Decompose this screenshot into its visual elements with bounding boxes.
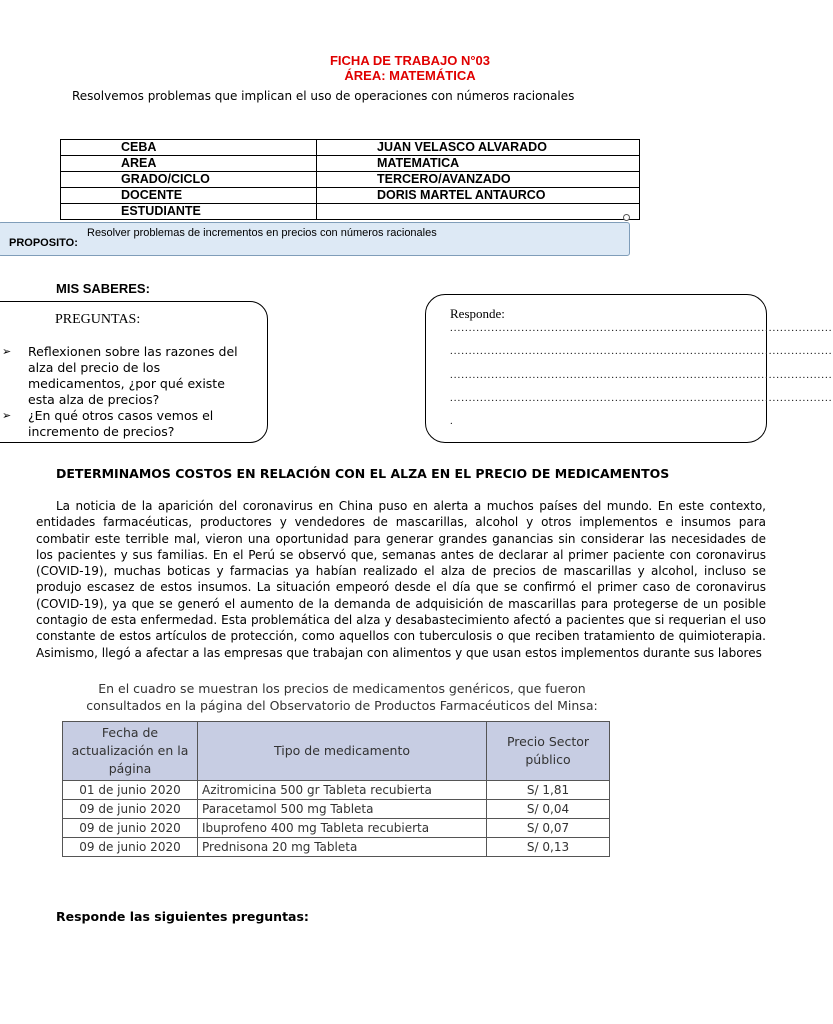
info-value: JUAN VELASCO ALVARADO [317, 140, 640, 156]
price-cell: S/ 0,07 [487, 819, 610, 838]
info-value: MATEMATICA [317, 156, 640, 172]
proposito-label: PROPOSITO: [9, 237, 78, 249]
subtitle: Resolvemos problemas que implican el uso de operaciones con números racionales [72, 89, 575, 103]
date-cell: 09 de junio 2020 [63, 800, 198, 819]
list-item [2, 408, 252, 440]
info-value: DORIS MARTEL ANTAURCO [317, 188, 640, 204]
date-cell: 01 de junio 2020 [63, 781, 198, 800]
table-intro: En el cuadro se muestran los precios de medicamentos genéricos, que fueron consultados en la página del Observatorio de Productos Farmacéuticos del Minsa: [86, 681, 598, 713]
info-table [60, 139, 640, 220]
answer-line[interactable]: ...................................................................................................... [450, 369, 833, 381]
info-label: ESTUDIANTE [61, 204, 317, 220]
table-row [61, 204, 640, 220]
price-cell: S/ 1,81 [487, 781, 610, 800]
question-list [2, 344, 252, 440]
medicine-price-table [62, 721, 610, 857]
document-title: FICHA DE TRABAJO N°03 [329, 53, 490, 68]
column-header-medicine: Tipo de medicamento [198, 722, 487, 781]
table-row [61, 188, 640, 204]
info-label: AREA [61, 156, 317, 172]
date-cell: 09 de junio 2020 [63, 819, 198, 838]
handle-dot [623, 214, 630, 221]
medicine-cell: Paracetamol 500 mg Tableta [198, 800, 487, 819]
price-cell: S/ 0,13 [487, 838, 610, 857]
answer-line[interactable]: ...................................................................................................... [450, 392, 833, 404]
question-text: ¿En qué otros casos vemos el incremento de precios? [28, 408, 214, 439]
paragraph-text: La noticia de la aparición del coronavirus en China puso en alerta a muchos países del mundo. En este contexto, entidades farmacéuticas, productores y vendedores de mascarillas, alcohol y otros implementos e insumos para combatir este terrible mal, vieron una oportunidad para generar grandes ganancias sin considerar las necesidades de los pacientes y sus familias. En el Perú se observó que, semanas antes de declarar al primer paciente con coronavirus (COVID-19), muchas boticas y farmacias ya habían realizado el alza de precios de mascarillas y alcohol, incluso se produjo escasez de estos insumos. La situación empeoró desde el día que se confirmó el primer caso de coronavirus (COVID-19), ya que se generó el aumento de la demanda de adquisición de mascarillas para protegerse de un posible contagio de esta enfermedad. Esta problemática del alza y desabastecimiento afectó a pacientes que si requerian el uso constante de estos artículos de protección, como aquellos con tuberculosis o que reciben tratamiento de quimioterapia. Asimismo, llegó a afectar a las empresas que trabajan con alimentos y que usan estos implementos durante sus labores [36, 499, 766, 660]
medicine-cell: Prednisona 20 mg Tableta [198, 838, 487, 857]
info-label: DOCENTE [61, 188, 317, 204]
column-header-date: Fecha de actualización en la página [63, 722, 198, 781]
question-text: Reflexionen sobre las razones del alza del precio de los medicamentos, ¿por qué existe esta alza de precios? [28, 344, 238, 407]
list-item [2, 344, 252, 408]
info-value: TERCERO/AVANZADO [317, 172, 640, 188]
date-cell: 09 de junio 2020 [63, 838, 198, 857]
saberes-heading: MIS SABERES: [56, 281, 150, 296]
answer-line-end[interactable]: . [450, 415, 454, 427]
medicine-cell: Ibuprofeno 400 mg Tableta recubierta [198, 819, 487, 838]
student-name-field[interactable] [317, 204, 640, 220]
table-row [61, 172, 640, 188]
table-row [63, 800, 610, 819]
info-label: GRADO/CICLO [61, 172, 317, 188]
answer-line[interactable]: ...................................................................................................... [450, 322, 833, 334]
section-heading: DETERMINAMOS COSTOS EN RELACIÓN CON EL ALZA EN EL PRECIO DE MEDICAMENTOS [56, 466, 670, 481]
news-paragraph [36, 498, 766, 661]
questions-prompt: Responde las siguientes preguntas: [56, 909, 309, 924]
answer-line[interactable]: ...................................................................................................... [450, 345, 833, 357]
table-row [61, 140, 640, 156]
table-row [63, 838, 610, 857]
questions-title: PREGUNTAS: [55, 312, 141, 327]
table-row [61, 156, 640, 172]
arrow-bullet-icon: ➢ [2, 346, 12, 358]
area-title: ÁREA: MATEMÁTICA [344, 68, 476, 83]
table-row [63, 781, 610, 800]
column-header-price: Precio Sector público [487, 722, 610, 781]
answer-title: Responde: [450, 306, 505, 321]
table-header-row [63, 722, 610, 781]
medicine-cell: Azitromicina 500 gr Tableta recubierta [198, 781, 487, 800]
proposito-text: Resolver problemas de incrementos en precios con números racionales [87, 227, 437, 239]
info-label: CEBA [61, 140, 317, 156]
proposito-box [0, 222, 630, 256]
table-row [63, 819, 610, 838]
arrow-bullet-icon: ➢ [2, 410, 12, 422]
price-cell: S/ 0,04 [487, 800, 610, 819]
